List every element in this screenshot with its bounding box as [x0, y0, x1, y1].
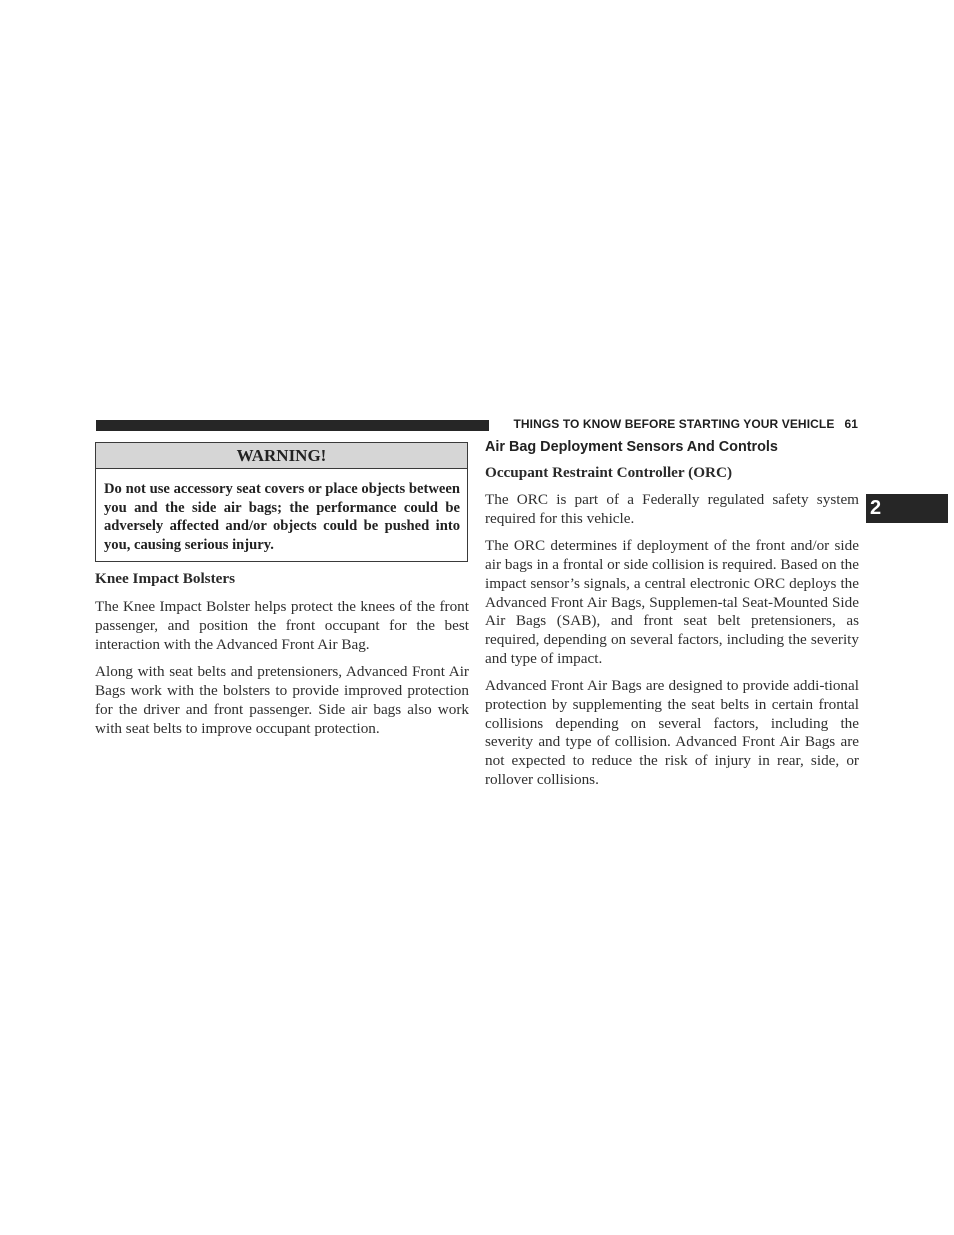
- running-header: [499, 417, 858, 433]
- warning-text: Do not use accessory seat covers or place objects between you and the side air bags; the performance could be adversely affected and/or objects could be pushed into you, causing serious injury.: [104, 481, 460, 553]
- left-column: [95, 442, 469, 738]
- orc-heading: Occupant Restraint Controller (ORC): [485, 464, 733, 481]
- paragraph: The ORC is part of a Federally regulated safety system required for this vehicle.: [485, 491, 859, 527]
- paragraph: The ORC determines if deployment of the front and/or side air bags in a frontal or side collision is required. Based on the impact sensor’s signals, a central electronic ORC deploys the Advanced Front Air Bags, Supplemen-tal Seat-Mounted Side Air Bags (SAB), and front seat belt pretensioners, as required, depending on several factors, including the severity and type of impact.: [485, 537, 859, 667]
- header-rule: [96, 420, 489, 431]
- paragraph: The Knee Impact Bolster helps protect the knees of the front passenger, and position the front occupant for the best interaction with the Advanced Front Air Bag.: [95, 598, 469, 653]
- section-title: THINGS TO KNOW BEFORE STARTING YOUR VEHICLE: [513, 417, 835, 431]
- chapter-tab: 2: [866, 494, 948, 523]
- warning-title: WARNING!: [96, 443, 467, 469]
- right-column: [485, 439, 859, 790]
- paragraph: Along with seat belts and pretensioners, Advanced Front Air Bags work with the bolsters to provide improved protection for the driver and front passenger. Side air bags also work with seat belts to improve occupant protection.: [95, 663, 469, 737]
- knee-bolsters-heading: Knee Impact Bolsters: [95, 570, 236, 588]
- page-number: 61: [844, 417, 858, 431]
- warning-box: [95, 442, 468, 562]
- paragraph: Advanced Front Air Bags are designed to provide addi-tional protection by supplementing the seat belts in certain frontal collisions depending on several factors, including the severity and type of collision. Advanced Front Air Bags are not expected to reduce the risk of injury in rear, side, or rollover collisions.: [485, 677, 859, 788]
- section-heading: Air Bag Deployment Sensors And Controls: [485, 439, 778, 455]
